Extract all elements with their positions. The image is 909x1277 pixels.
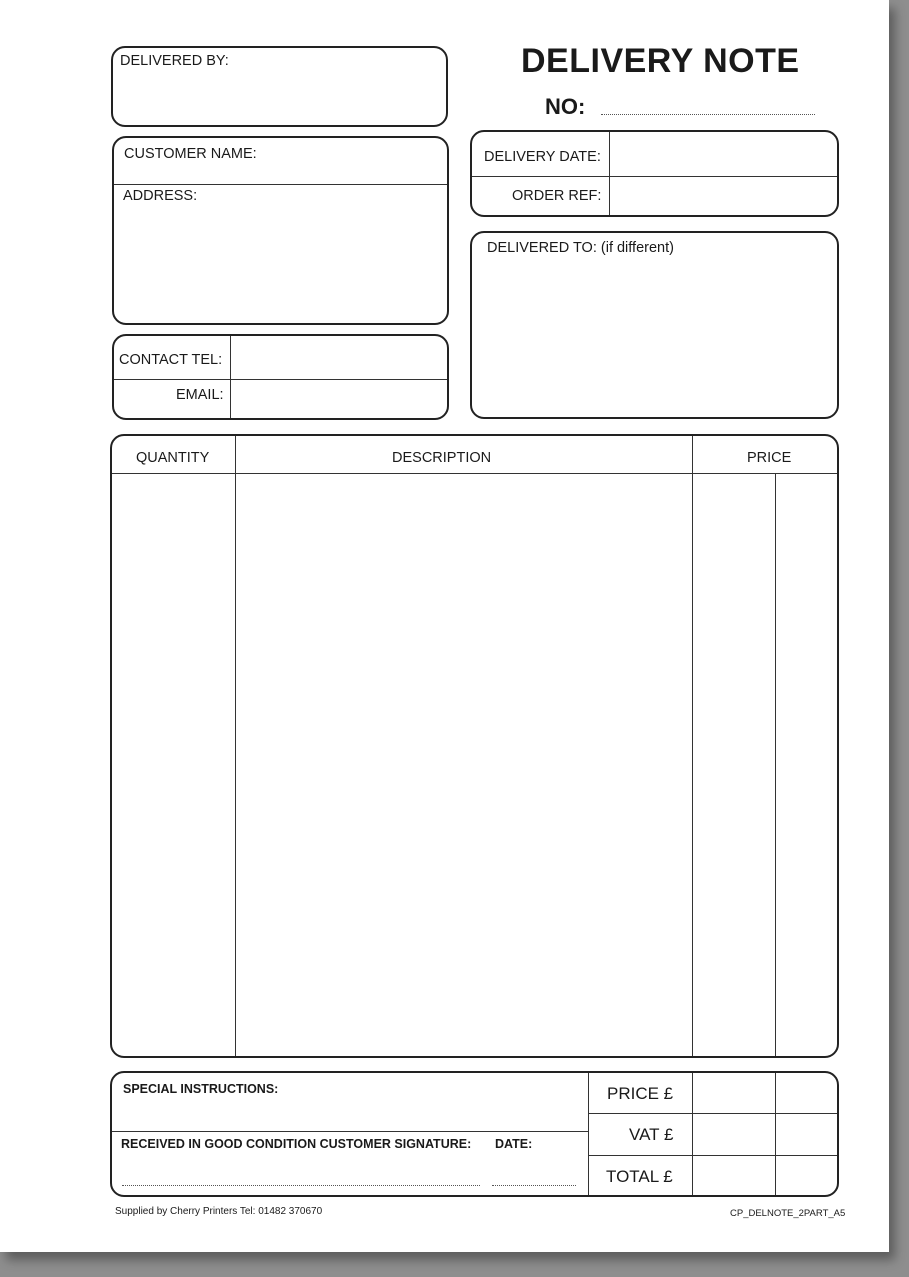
- order-info-divider-horizontal: [472, 176, 837, 177]
- email-label: EMAIL:: [176, 387, 224, 403]
- price-pence-divider: [775, 473, 776, 1056]
- column-description: DESCRIPTION: [392, 450, 492, 466]
- grand-total-label: TOTAL £: [606, 1167, 673, 1186]
- note-number-field[interactable]: [601, 114, 815, 115]
- note-number-label: NO:: [545, 94, 586, 119]
- instructions-divider: [112, 1131, 588, 1132]
- table-header-divider: [112, 473, 837, 474]
- totals-divider-left: [588, 1073, 589, 1195]
- bottom-section: [110, 1071, 839, 1197]
- customer-divider: [114, 184, 447, 185]
- order-info-box: [470, 130, 839, 217]
- delivered-to-label: DELIVERED TO: (if different): [487, 240, 674, 256]
- address-label: ADDRESS:: [123, 188, 198, 204]
- order-ref-label: ORDER REF:: [512, 188, 602, 204]
- totals-divider-middle: [692, 1073, 693, 1195]
- contact-divider-horizontal: [114, 379, 447, 380]
- customer-name-label: CUSTOMER NAME:: [124, 146, 257, 162]
- column-quantity: QUANTITY: [136, 450, 210, 466]
- contact-box: [112, 334, 449, 420]
- signature-label: RECEIVED IN GOOD CONDITION CUSTOMER SIGNATURE:: [121, 1137, 472, 1151]
- date-label: DATE:: [495, 1137, 533, 1151]
- vat-label: VAT £: [629, 1125, 674, 1144]
- items-table: [110, 434, 839, 1058]
- quantity-column-divider: [235, 436, 236, 1056]
- customer-box: [112, 136, 449, 325]
- order-info-divider-vertical: [609, 132, 610, 215]
- totals-divider-pence: [775, 1073, 776, 1195]
- delivery-date-label: DELIVERY DATE:: [484, 149, 601, 165]
- delivered-by-box[interactable]: [111, 46, 448, 127]
- total-price-label: PRICE £: [607, 1084, 674, 1103]
- contact-tel-label: CONTACT TEL:: [119, 352, 223, 368]
- description-column-divider: [692, 436, 693, 1056]
- page-title: DELIVERY NOTE: [521, 42, 800, 80]
- contact-divider-vertical: [230, 336, 231, 418]
- form-code: CP_DELNOTE_2PART_A5: [730, 1208, 846, 1219]
- signature-line[interactable]: [122, 1185, 480, 1186]
- totals-row-divider-2: [588, 1155, 837, 1156]
- delivered-by-label: DELIVERED BY:: [120, 53, 229, 69]
- date-line[interactable]: [492, 1185, 576, 1186]
- supplier-footer: Supplied by Cherry Printers Tel: 01482 370670: [115, 1206, 323, 1217]
- totals-row-divider-1: [588, 1113, 837, 1114]
- column-price: PRICE: [747, 450, 792, 466]
- delivered-to-box[interactable]: [470, 231, 839, 419]
- special-instructions-label: SPECIAL INSTRUCTIONS:: [123, 1082, 279, 1096]
